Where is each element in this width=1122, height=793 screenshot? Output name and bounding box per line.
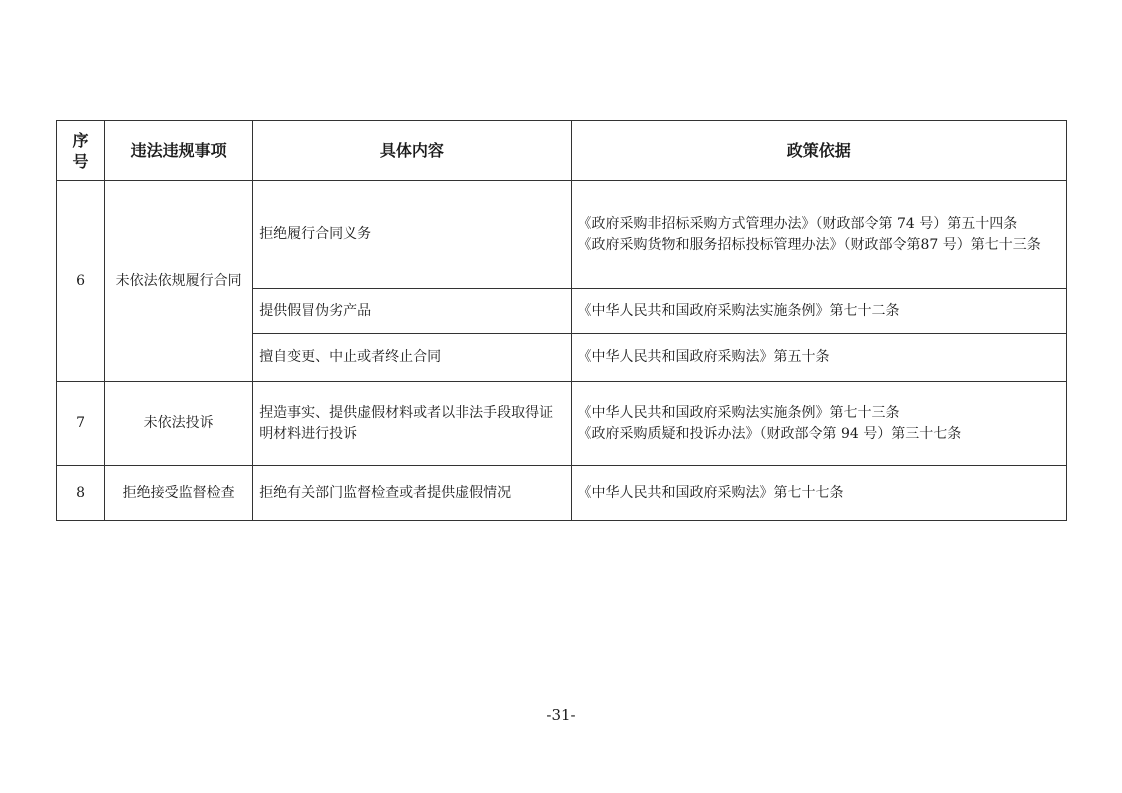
header-content: 具体内容 <box>253 121 571 181</box>
policy-basis-line: 《政府采购货物和服务招标投标管理办法》（财政部令第87 号）第七十三条 <box>577 236 1041 253</box>
violation-content: 拒绝有关部门监督检查或者提供虚假情况 <box>253 466 571 521</box>
policy-basis-line: 《中华人民共和国政府采购法实施条例》第七十三条 <box>577 404 900 421</box>
header-no-line2: 号 <box>72 151 89 171</box>
violation-item: 未依法投诉 <box>105 382 253 466</box>
violation-content: 擅自变更、中止或者终止合同 <box>253 334 571 382</box>
policy-basis-line: 《中华人民共和国政府采购法》第七十七条 <box>577 484 844 501</box>
violation-content: 提供假冒伪劣产品 <box>253 289 571 334</box>
violation-content: 拒绝履行合同义务 <box>253 181 571 289</box>
violation-content: 捏造事实、提供虚假材料或者以非法手段取得证明材料进行投诉 <box>253 382 571 466</box>
policy-basis-line: 《中华人民共和国政府采购法实施条例》第七十二条 <box>577 302 900 319</box>
policy-basis <box>571 466 1067 521</box>
violation-item: 拒绝接受监督检查 <box>105 466 253 521</box>
policy-basis <box>571 289 1067 334</box>
policy-basis <box>571 382 1067 466</box>
row-number: 7 <box>57 382 105 466</box>
table-row <box>57 181 1067 289</box>
header-no-line1: 序 <box>72 130 89 150</box>
table-row <box>57 466 1067 521</box>
policy-basis-line: 《政府采购质疑和投诉办法》（财政部令第 94 号）第三十七条 <box>577 425 962 442</box>
page-number: -31- <box>546 706 576 724</box>
header-item: 违法违规事项 <box>105 121 253 181</box>
row-number: 6 <box>57 181 105 382</box>
header-basis: 政策依据 <box>571 121 1067 181</box>
row-number: 8 <box>57 466 105 521</box>
policy-basis <box>571 181 1067 289</box>
table-row <box>57 382 1067 466</box>
policy-basis-line: 《中华人民共和国政府采购法》第五十条 <box>577 349 830 365</box>
violations-table <box>56 120 1067 521</box>
violation-item: 未依法依规履行合同 <box>105 181 253 382</box>
policy-basis <box>571 334 1067 382</box>
header-no <box>57 121 105 181</box>
policy-basis-line: 《政府采购非招标采购方式管理办法》（财政部令第 74 号）第五十四条 <box>577 215 1018 232</box>
table-header-row <box>57 121 1067 181</box>
